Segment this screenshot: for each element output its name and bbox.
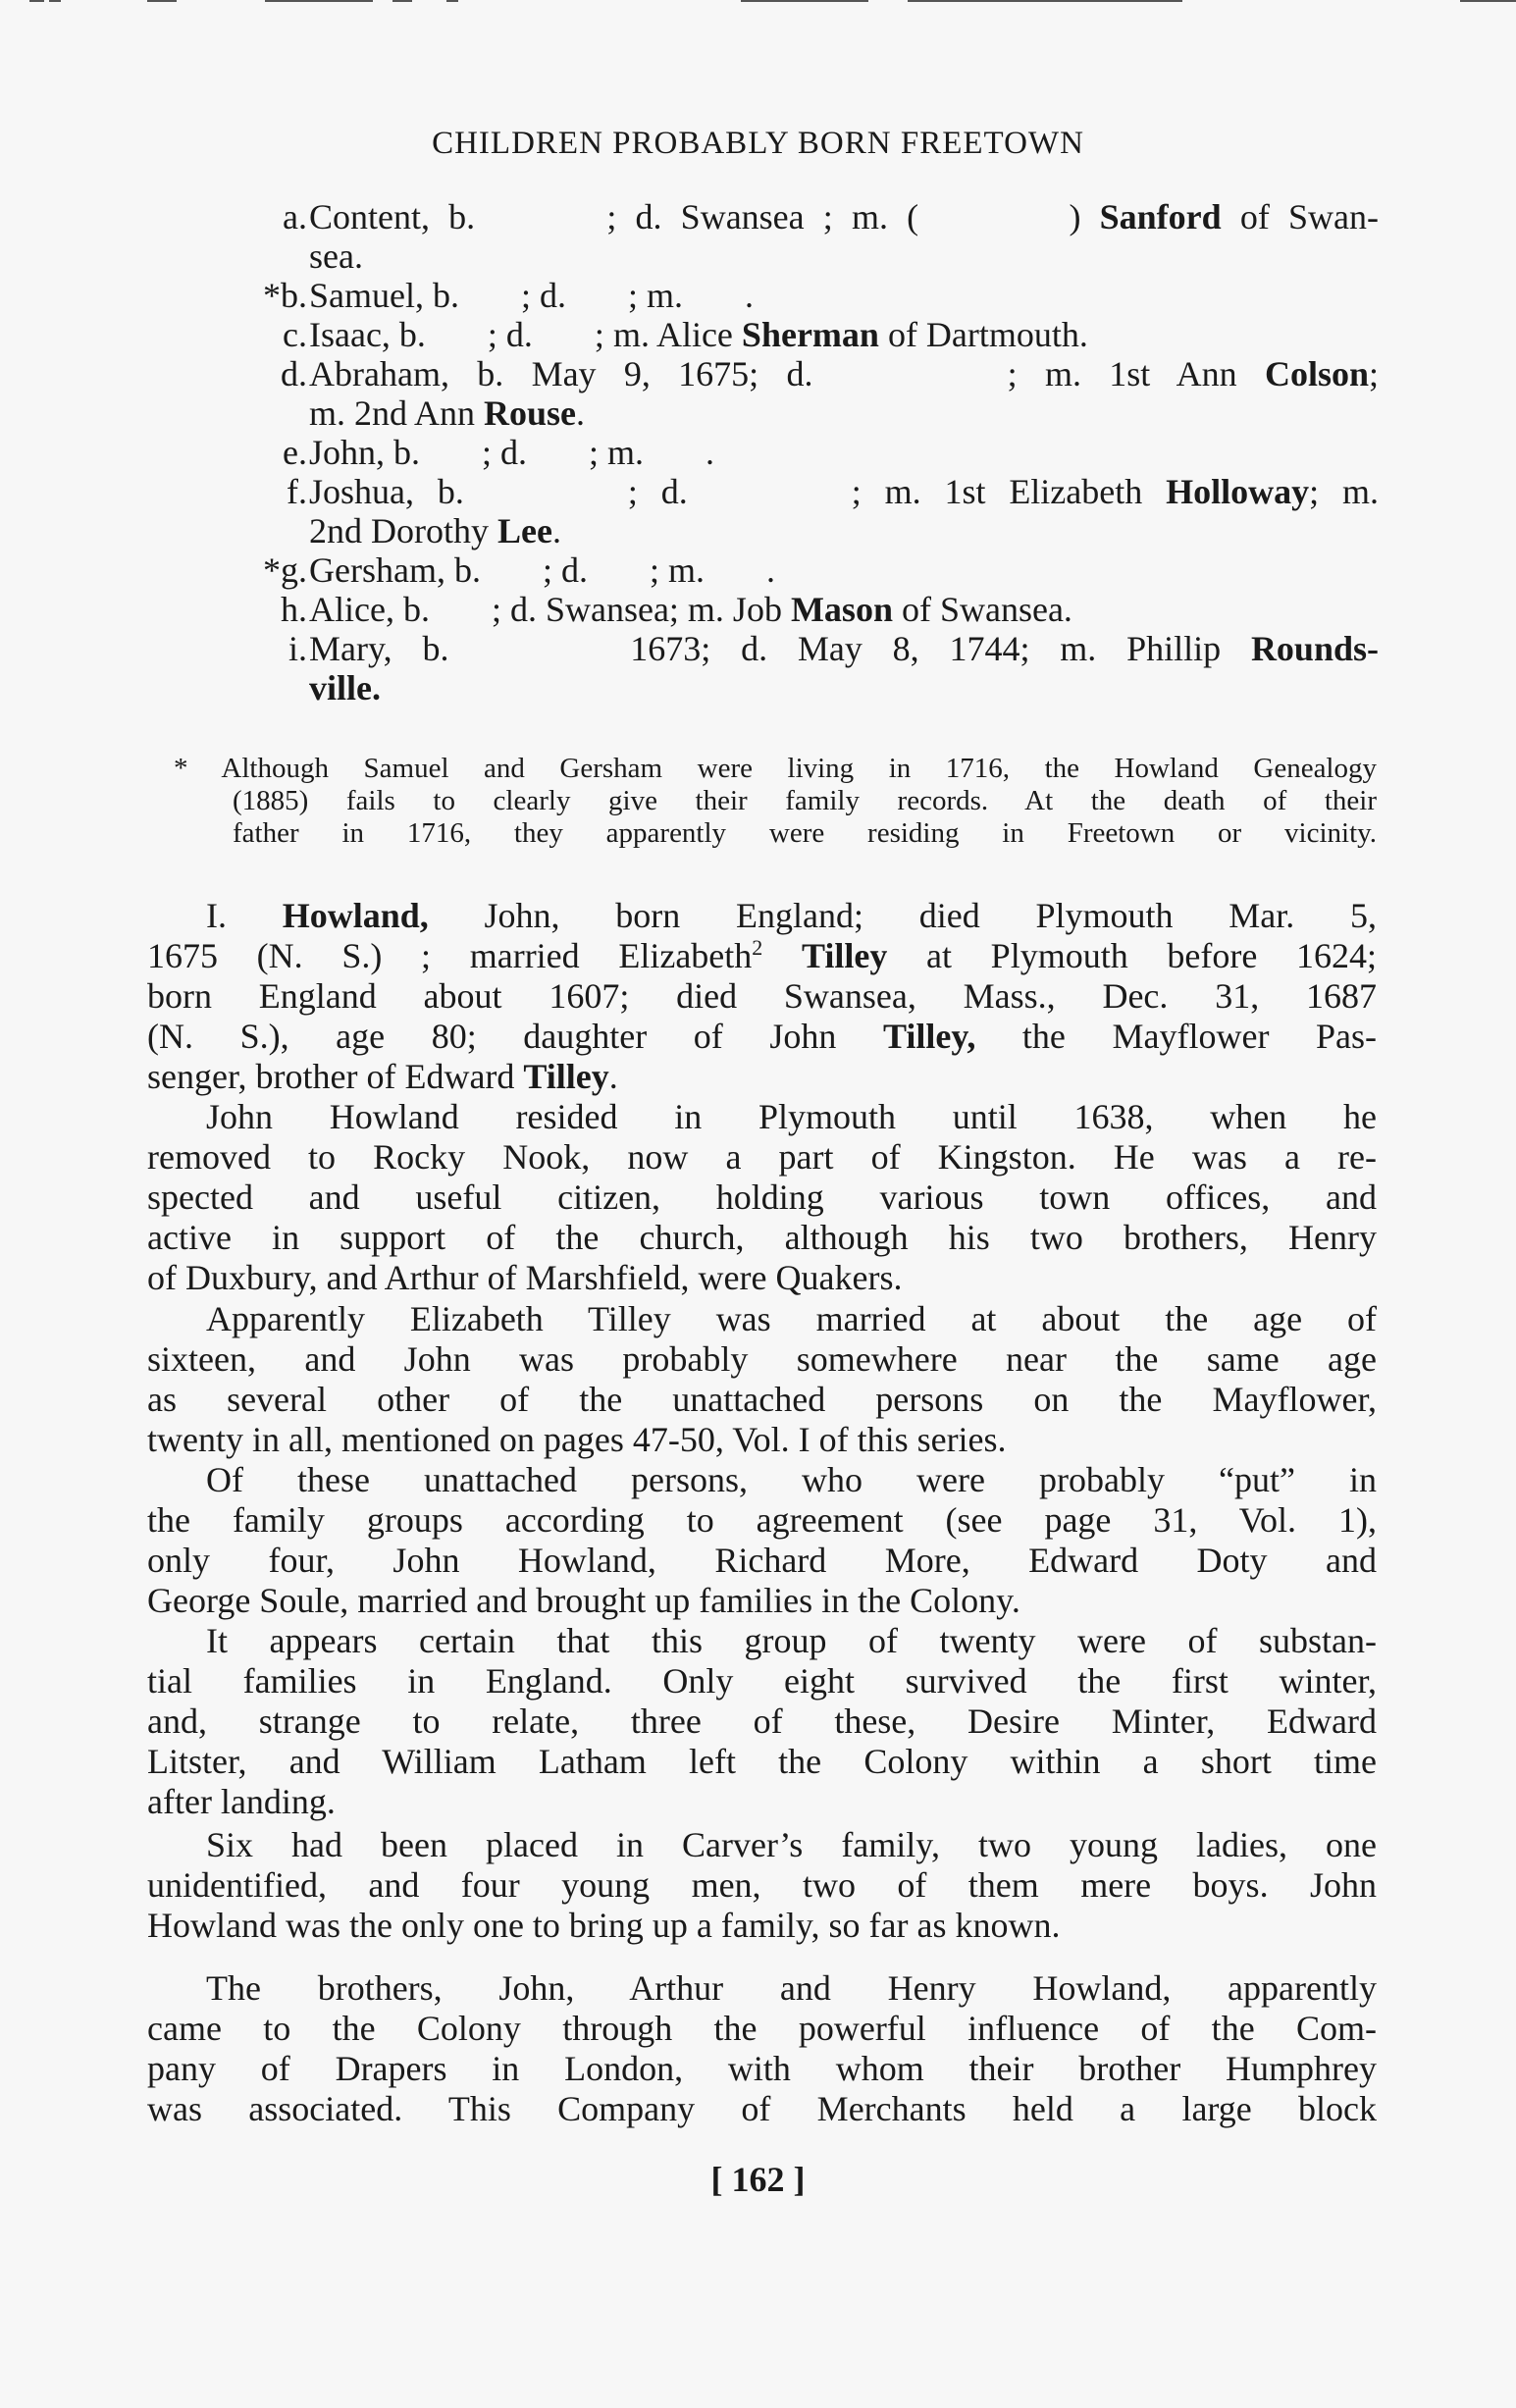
paragraph-line: came to the Colony through the powerful influence of the Com-: [147, 2009, 1377, 2048]
paragraph-line: pany of Drapers in London, with whom their brother Humphrey: [147, 2049, 1377, 2088]
paragraph-line: 1675 (N. S.) ; married Elizabeth$^2$ Tilley at Plymouth before 1624;: [147, 935, 1377, 975]
child-label: *b.: [263, 276, 307, 315]
child-entry-line: Mary, b. 1673; d. May 8, 1744; m. Phillip Rounds-: [309, 629, 1379, 668]
child-label: f.: [287, 472, 307, 511]
child-entry-line: Alice, b. ; d. Swansea; m. Job Mason of Swansea.: [309, 590, 1072, 629]
paragraph-line: George Soule, married and brought up families in the Colony.: [147, 1581, 1020, 1620]
running-head: CHILDREN PROBABLY BORN FREETOWN: [432, 126, 1084, 161]
child-label: d.: [281, 354, 307, 393]
paragraph-line: of Duxbury, and Arthur of Marshfield, were Quakers.: [147, 1258, 903, 1297]
child-label: i.: [288, 629, 307, 668]
paragraph-line: I. Howland, John, born England; died Plymouth Mar. 5,: [206, 896, 1378, 935]
paragraph-line: (N. S.), age 80; daughter of John Tilley, the Mayflower Pas-: [147, 1017, 1378, 1056]
paragraph-line: Litster, and William Latham left the Colony within a short time: [147, 1742, 1377, 1781]
paragraph-line: sixteen, and John was probably somewhere near the same age: [147, 1339, 1377, 1379]
paragraph-line: born England about 1607; died Swansea, Mass., Dec. 31, 1687: [147, 976, 1377, 1016]
surname: Tilley: [523, 1057, 609, 1096]
surname: Rouse: [484, 393, 577, 433]
paragraph-line: unidentified, and four young men, two of them mere boys. John: [147, 1865, 1377, 1905]
superscript: 2: [752, 935, 763, 960]
paragraph-line: active in support of the church, although his two brothers, Henry: [147, 1218, 1377, 1257]
page-number: [ 162 ]: [710, 2160, 806, 2199]
paragraph-line: twenty in all, mentioned on pages 47-50, Vol. I of this series.: [147, 1420, 1007, 1459]
child-label: *g.: [263, 550, 307, 590]
paragraph-line: the family groups according to agreement (see page 31, Vol. 1),: [147, 1500, 1377, 1540]
surname: ville.: [309, 668, 381, 707]
footnote-line: (1885) fails to clearly give their family records. At the death of their: [233, 785, 1377, 816]
paragraph-line: spected and useful citizen, holding various town offices, and: [147, 1178, 1377, 1217]
surname: Sherman: [741, 315, 879, 354]
paragraph-line: after landing.: [147, 1782, 336, 1821]
child-entry-line: sea.: [309, 236, 363, 276]
child-entry-line: Joshua, b. ; d. ; m. 1st Elizabeth Holloway; m.: [309, 472, 1379, 511]
paragraph-line: Howland was the only one to bring up a family, so far as known.: [147, 1906, 1061, 1945]
child-entry-line: Samuel, b. ; d. ; m. .: [309, 276, 754, 315]
child-label: c.: [283, 315, 307, 354]
surname: Tilley,: [882, 1017, 976, 1056]
footnote-line: father in 1716, they apparently were residing in Freetown or vicinity.: [233, 817, 1377, 849]
paragraph-line: only four, John Howland, Richard More, Edward Doty and: [147, 1541, 1377, 1580]
paragraph-line: It appears certain that this group of twenty were of substan-: [206, 1621, 1377, 1660]
surname: Lee: [497, 511, 552, 550]
surname: Howland,: [282, 896, 429, 935]
surname: Holloway: [1166, 472, 1310, 511]
paragraph-line: and, strange to relate, three of these, Desire Minter, Edward: [147, 1701, 1377, 1741]
paragraph-line: John Howland resided in Plymouth until 1638, when he: [206, 1097, 1377, 1136]
child-entry-line: Isaac, b. ; d. ; m. Alice Sherman of Dartmouth.: [309, 315, 1088, 354]
paragraph-line: Of these unattached persons, who were probably “put” in: [206, 1460, 1377, 1499]
child-label: h.: [281, 590, 307, 629]
surname: Sanford: [1099, 197, 1222, 236]
paragraph-line: Six had been placed in Carver’s family, two young ladies, one: [206, 1825, 1377, 1864]
paragraph-line: as several other of the unattached persons on the Mayflower,: [147, 1380, 1377, 1419]
footnote-line: * Although Samuel and Gersham were living in 1716, the Howland Genealogy: [174, 753, 1377, 784]
surname: Rounds-: [1250, 629, 1379, 668]
child-entry-line: 2nd Dorothy Lee.: [309, 511, 561, 550]
child-label: a.: [283, 197, 307, 236]
paragraph-line: senger, brother of Edward Tilley.: [147, 1057, 618, 1096]
paragraph-line: was associated. This Company of Merchants held a large block: [147, 2089, 1377, 2128]
surname: Mason: [790, 590, 893, 629]
child-entry-line: [309, 667, 381, 708]
child-entry-line: Abraham, b. May 9, 1675; d. ; m. 1st Ann Colson;: [309, 354, 1379, 393]
child-entry-line: John, b. ; d. ; m. .: [309, 433, 715, 472]
scan-edge-marks: [0, 0, 1516, 4]
child-label: e.: [283, 433, 307, 472]
paragraph-line: Apparently Elizabeth Tilley was married at about the age of: [206, 1299, 1377, 1338]
paragraph-line: removed to Rocky Nook, now a part of Kingston. He was a re-: [147, 1137, 1377, 1177]
paragraph-line: The brothers, John, Arthur and Henry Howland, apparently: [206, 1968, 1377, 2008]
paragraph-line: tial families in England. Only eight survived the first winter,: [147, 1661, 1377, 1701]
child-entry-line: Gersham, b. ; d. ; m. .: [309, 550, 775, 590]
child-entry-line: Content, b. ; d. Swansea ; m. ( ) Sanford of Swan-: [309, 197, 1379, 236]
surname: Tilley: [801, 936, 888, 975]
child-entry-line: m. 2nd Ann Rouse.: [309, 393, 586, 433]
surname: Colson: [1264, 354, 1369, 393]
